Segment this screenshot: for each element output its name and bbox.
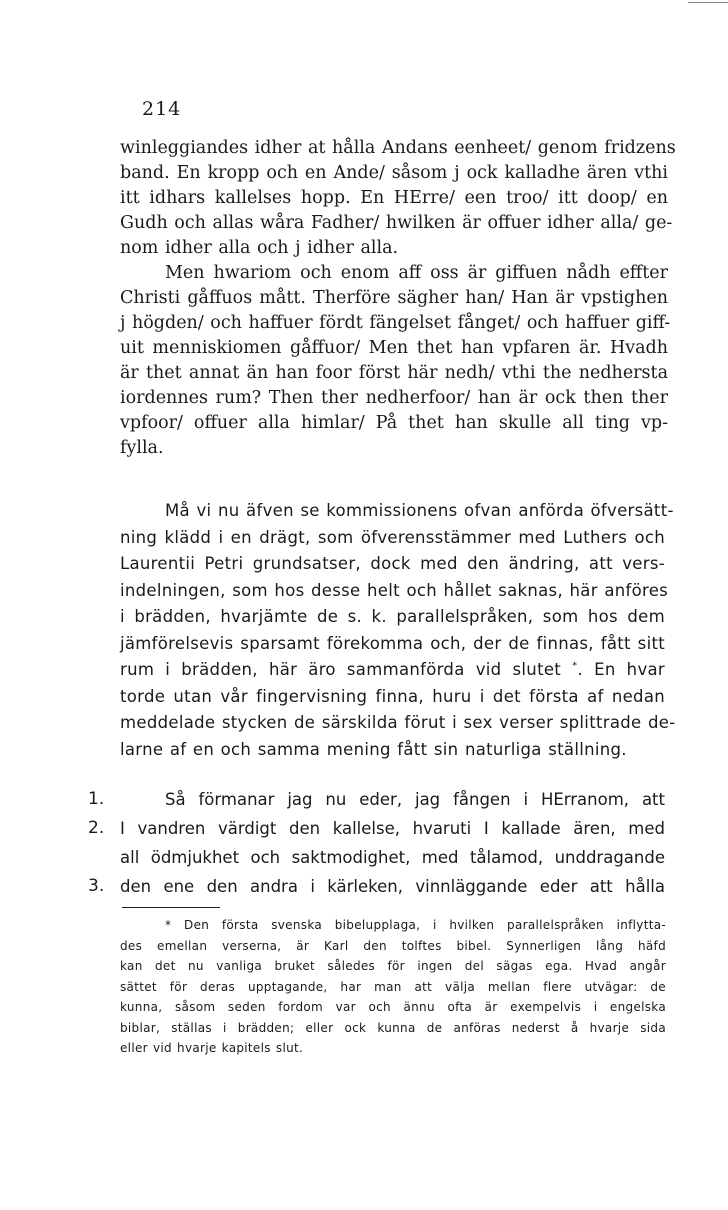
paragraph-line — [120, 657, 665, 684]
quote-line: uit menniskiomen gåffuor/ Men thet han vpfaren är. Hvadh — [120, 338, 668, 358]
quote-line: Gudh och allas wåra Fadher/ hwilken är offuer idher alla/ ge- — [120, 213, 673, 233]
paragraph-line: Må vi nu äfven se kommissionens ofvan anförda öfversätt- — [165, 501, 674, 520]
footnote-line: biblar, ställas i brädden; eller ock kunna de anföras nederst å hvarje sida — [120, 1020, 666, 1035]
verse-line — [88, 872, 665, 901]
footnote-line: kunna, såsom seden fordom var och ännu ofta är exempelvis i engelska — [120, 1000, 666, 1014]
page-number: 214 — [142, 98, 182, 120]
quote-line: Christi gåffuos mått. Therföre sägher han/ Han är vpstighen — [120, 288, 668, 308]
verse-line — [120, 843, 665, 872]
quote-line: itt idhars kallelses hopp. En HErre/ een troo/ itt doop/ en — [120, 188, 668, 208]
quote-line: fylla. — [120, 438, 164, 458]
quote-line: winleggiandes idher at hålla Andans eenheet/ genom fridzens — [120, 138, 676, 158]
paragraph-line: Laurentii Petri grundsatser, dock med den ändring, att vers- — [120, 554, 665, 573]
paragraph-line: larne af en och samma mening fått sin naturliga ställning. — [120, 739, 627, 759]
paragraph-line: jämförelsevis sparsamt förekomma och, der de finnas, fått sitt — [120, 633, 665, 653]
paragraph-line-tail: . En hvar — [577, 660, 665, 679]
paragraph-line: ning klädd i en drägt, som öfverensstämmer med Luthers och — [120, 527, 665, 547]
verse-line — [88, 814, 665, 843]
verse-text: Så förmanar jag nu eder, jag fången i HErranom, att — [165, 790, 665, 809]
footnote-line: sättet för deras upptagande, har man att välja mellan flere utvägar: de — [120, 979, 666, 994]
footnote-line: kan det nu vanliga bruket således för ingen del sägas ega. Hvad angår — [120, 959, 666, 973]
footnote-line: eller vid hvarje kapitels slut. — [120, 1041, 304, 1055]
paragraph-line: torde utan vår fingervisning finna, huru i det första af nedan — [120, 686, 665, 706]
footnote-marker: * — [572, 660, 578, 672]
verse-line — [88, 785, 665, 814]
quote-line: Men hwariom och enom aff oss är giffuen nådh effter — [165, 263, 668, 283]
verse-number: 3. — [88, 876, 105, 896]
quote-line: j högden/ och haffuer fördt fängelset fånget/ och haffuer giff- — [120, 313, 671, 333]
verse-number: 1. — [88, 789, 105, 809]
quoted-passage — [120, 136, 676, 461]
quote-line: band. En kropp och en Ande/ såsom j ock kalladhe ären vthi — [120, 163, 668, 183]
verse-list — [88, 785, 665, 901]
quote-line: iordennes rum? Then ther nedherfoor/ han är ock then ther — [120, 388, 668, 408]
verse-text: I vandren värdigt den kallelse, hvaruti I kallade ären, med — [120, 819, 665, 838]
quote-line: vpfoor/ offuer alla himlar/ På thet han skulle all ting vp- — [120, 413, 668, 433]
footnote — [120, 915, 666, 1059]
verse-number: 2. — [88, 818, 105, 838]
commentary-paragraph — [120, 498, 676, 763]
paragraph-line: i brädden, hvarjämte de s. k. parallelspråken, som hos dem — [120, 607, 665, 626]
footnote-divider — [122, 907, 220, 908]
quote-line: är thet annat än han foor först här nedh/ vthi the nedhersta — [120, 363, 668, 383]
paragraph-line-text: rum i brädden, här äro sammanförda vid slutet — [120, 660, 562, 679]
paragraph-line: meddelade stycken de särskilda förut i sex verser splittrade de- — [120, 713, 676, 732]
corner-scan-mark — [688, 2, 728, 3]
paragraph-line: indelningen, som hos desse helt och hållet saknas, här anföres — [120, 580, 669, 600]
verse-text: den ene den andra i kärleken, vinnläggande eder att hålla — [120, 877, 665, 896]
verse-text: all ödmjukhet och saktmodighet, med tålamod, unddragande — [120, 848, 665, 867]
footnote-line: * Den första svenska bibelupplaga, i hvilken parallelspråken inflytta- — [165, 918, 666, 932]
footnote-line: des emellan verserna, är Karl den tolftes bibel. Synnerligen lång häfd — [120, 938, 666, 953]
quote-line: nom idher alla och j idher alla. — [120, 238, 399, 258]
